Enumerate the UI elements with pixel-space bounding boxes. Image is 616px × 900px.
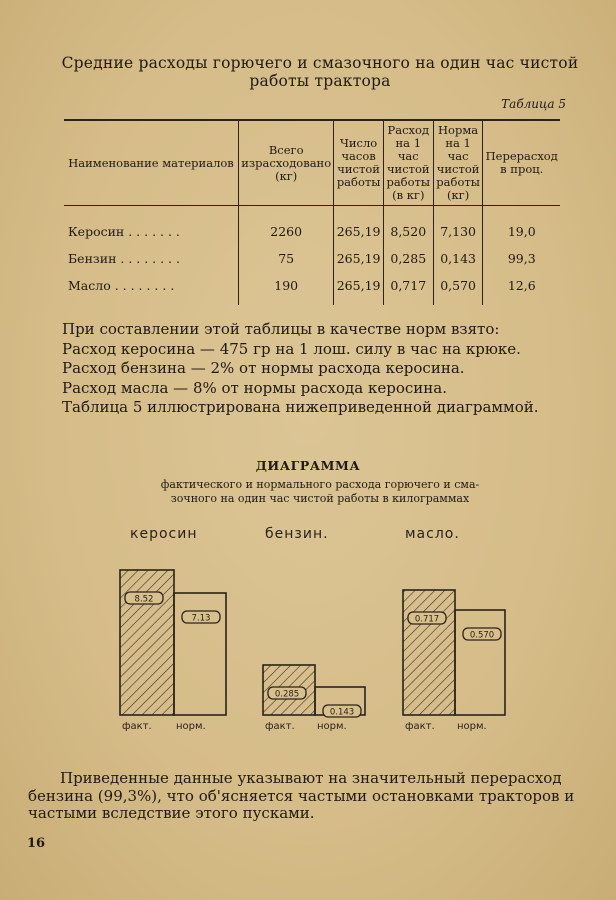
conclusion-line: Приведенные данные указывают на значительный перерасход xyxy=(60,769,562,787)
table-row xyxy=(64,206,560,246)
norm-axis-label: норм. xyxy=(317,721,347,732)
title-line-1: Средние расходы горючего и смазочного на один час чистой xyxy=(61,54,579,72)
header-total: Всего израсходовано (кг) xyxy=(239,120,334,206)
cell-rate: 0,285 xyxy=(383,245,433,272)
data-table xyxy=(64,119,560,305)
para-line: Расход керосина — 475 гр на 1 лош. силу в час на крюке. xyxy=(62,339,521,358)
bar-chart xyxy=(0,510,616,760)
header-hours: Число часов чистой работы xyxy=(334,120,383,206)
cell-hours: 265,19 xyxy=(334,245,383,272)
table-row xyxy=(64,272,560,305)
norms-paragraph xyxy=(62,320,582,418)
conclusion-text xyxy=(28,769,598,823)
category-label: масло. xyxy=(405,526,460,542)
norm-bar xyxy=(455,610,505,715)
para-line: При составлении этой таблицы в качестве норм взято: xyxy=(62,320,500,338)
norm-value-label: 0.570 xyxy=(469,630,495,641)
cell-total: 75 xyxy=(239,245,334,272)
cell-total: 2260 xyxy=(239,206,334,246)
diagram-subtitle-line-1: фактического и нормального расхода горючего и сма- xyxy=(160,478,480,491)
norm-value-label: 7.13 xyxy=(191,613,211,624)
page-number: 16 xyxy=(27,836,46,851)
table-label: Таблица 5 xyxy=(501,97,566,111)
cell-name: Керосин . . . . . . . xyxy=(68,224,180,239)
diagram-subtitle-line-2: зочного на один час чистой работы в килограммах xyxy=(170,491,470,505)
cell-name: Масло . . . . . . . . xyxy=(68,278,175,293)
table-row xyxy=(64,245,560,272)
cell-rate: 8,520 xyxy=(383,206,433,246)
conclusion-line: бензина (99,3%), что об'ясняется частыми остановками тракторов и xyxy=(28,786,575,805)
table-header-row xyxy=(64,120,560,206)
page-title xyxy=(40,54,600,90)
cell-name: Бензин . . . . . . . . xyxy=(68,251,180,266)
cell-hours: 265,19 xyxy=(334,206,383,246)
fact-axis-label: факт. xyxy=(122,721,152,732)
fact-value-label: 0.717 xyxy=(414,614,440,625)
category-label: бензин. xyxy=(265,526,329,542)
cell-hours: 265,19 xyxy=(334,272,383,305)
fact-axis-label: факт. xyxy=(405,721,435,732)
conclusion-line: частыми вследствие этого пусками. xyxy=(28,804,315,823)
cell-over: 12,6 xyxy=(483,272,560,305)
header-rate: Расход на 1 час чистой работы (в кг) xyxy=(383,120,433,206)
fact-axis-label: факт. xyxy=(265,721,295,732)
cell-over: 99,3 xyxy=(483,245,560,272)
cell-norm: 7,130 xyxy=(433,206,483,246)
header-norm: Норма на 1 час чистой работы (кг) xyxy=(433,120,483,206)
cell-norm: 0,570 xyxy=(433,272,483,305)
norm-axis-label: норм. xyxy=(176,721,206,732)
norm-value-label: 0.143 xyxy=(329,707,355,718)
diagram-subtitle xyxy=(140,478,500,505)
fact-bar xyxy=(403,590,455,715)
para-line: Расход масла — 8% от нормы расхода керосина. xyxy=(62,378,447,397)
diagram-title: ДИАГРАММА xyxy=(255,458,361,473)
cell-total: 190 xyxy=(239,272,334,305)
category-label: керосин xyxy=(130,526,198,542)
para-line: Расход бензина — 2% от нормы расхода керосина. xyxy=(62,359,465,378)
cell-over: 19,0 xyxy=(483,206,560,246)
header-over: Перерасход в проц. xyxy=(483,120,560,206)
header-name: Наименование материалов xyxy=(64,120,239,206)
title-line-2: работы трактора xyxy=(249,72,391,90)
cell-rate: 0,717 xyxy=(383,272,433,305)
fact-value-label: 0.285 xyxy=(274,689,300,700)
norm-axis-label: норм. xyxy=(457,721,487,732)
fact-value-label: 8.52 xyxy=(134,594,154,605)
para-line: Таблица 5 иллюстрирована нижеприведенной диаграммой. xyxy=(62,398,539,417)
cell-norm: 0,143 xyxy=(433,245,483,272)
